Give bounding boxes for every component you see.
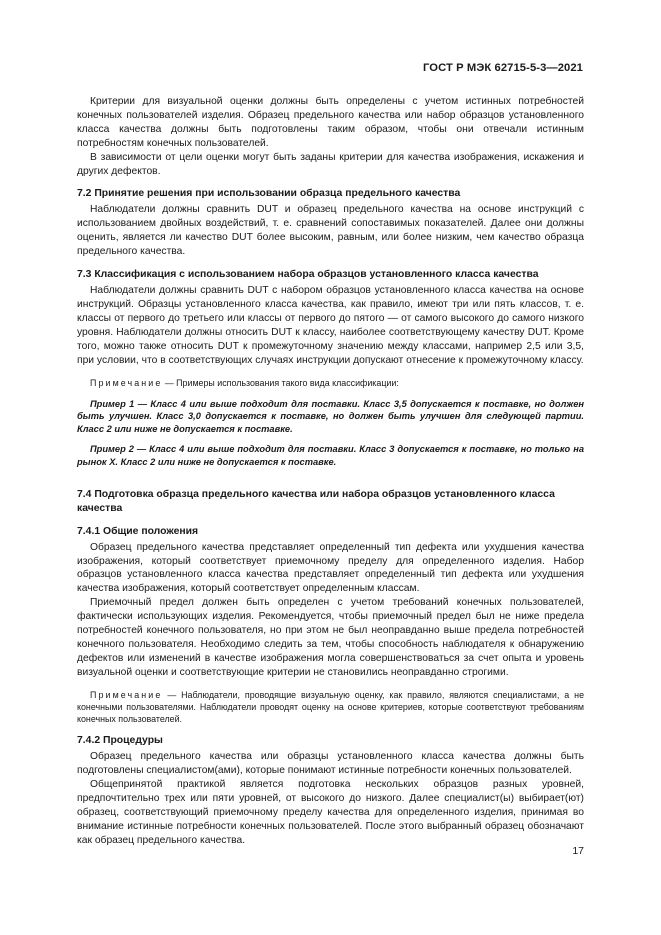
section-7-4-2-paragraph: Общепринятой практикой является подготовка нескольких образцов разных уровней, предпочтительно трех или пяти уровней, от высокого до низкого. Далее специалист(ы) выбирает(ют) образец, соответствующий приемочному пределу качества для определенного изделия, принимая во внимание истинные потребности конечных пользователей. После этого выбранный образец обозначают как образец предельного качества. — [77, 779, 584, 846]
example-1: Пример 1 — Класс 4 или выше подходит для поставки. Класс 3,5 допускается к поставке, но должен быть улучшен. Класс 3,0 допускается к поставке, но должен быть улучшен для следующей партии. Класс 2 или ниже не допускается к поставке. — [77, 398, 584, 434]
note-label: Примечание — [90, 689, 163, 700]
document-header: ГОСТ Р МЭК 62715-5-3—2021 — [422, 62, 583, 74]
section-7-2-paragraph: Наблюдатели должны сравнить DUT и образец предельного качества на основе инструкций с использованием двойных воздействий, т. е. сравнений сопоставимых показателей. Далее они должны оценить, является ли качество DUT более высоким, равным, или более низким, чем качество образца предельного качества. — [77, 204, 584, 258]
section-7-4-1-heading: 7.4.1 Общие положения — [77, 525, 199, 537]
example-2: Пример 2 — Класс 4 или выше подходит для поставки. Класс 3 допускается к поставке, но только на рынок X. Класс 2 или ниже не допускается к поставке. — [77, 444, 584, 468]
section-7-3-heading: 7.3 Классификация с использованием набора образцов установленного класса качества — [77, 269, 539, 281]
section-7-2-heading: 7.2 Принятие решения при использовании образца предельного качества — [77, 188, 461, 200]
intro-paragraph: В зависимости от цели оценки могут быть заданы критерии для качества изображения, искажения и других дефектов. — [77, 151, 584, 177]
note-label: Примечание — [90, 377, 163, 388]
note-text: — Наблюдатели, проводящие визуальную оценку, как правило, являются специалистами, а не конечными пользователями. Наблюдатели проводят оценку на основе критериев, которые соответствуют требованиям конечных пользователей. — [77, 689, 584, 725]
section-7-4-heading: 7.4 Подготовка образца предельного качества или набора образцов установленного класса качества — [77, 488, 555, 514]
section-7-3-note — [77, 377, 584, 389]
page-content — [77, 95, 584, 848]
section-7-4-1-paragraph: Образец предельного качества представляет определенный тип дефекта или ухудшения качества изображения, который соответствует приемочному пределу для определенного изделия. Набор образцов установленного класса качества представляет определенный тип дефекта или ухудшения качества изображения, который соответствует определенным классам. — [77, 541, 584, 595]
section-7-4-2-paragraph: Образец предельного качества или образцы установленного класса качества должны быть подготовлены специалистом(ами), которые понимают истинные потребности конечных пользователей. — [77, 751, 584, 777]
page-number: 17 — [572, 845, 584, 857]
note-text: — Примеры использования такого вида классификации: — [162, 377, 399, 388]
section-7-4-1-note — [77, 689, 584, 726]
intro-paragraph: Критерии для визуальной оценки должны быть определены с учетом истинных потребностей конечных пользователей изделия. Образец предельного качества или набор образцов установленного класса качества должны быть подготовлены таким образом, чтобы они отвечали истинным потребностям конечных пользователей. — [77, 96, 584, 149]
section-7-4-1-paragraph: Приемочный предел должен быть определен с учетом требований конечных пользователей, фактически использующих изделия. Рекомендуется, чтобы приемочный предел был не ниже предела потребностей конечного пользователя, но при этом не был неоправданно выше предела потребностей конечного пользователя. Необходимо следить за тем, чтобы способность наблюдателя к обнаружению дефектов или изменений в качестве изображения могла совершенствоваться за счет опыта и уровень визуальной оценки и соответствующие критерии не становились неоправданно строгими. — [77, 597, 584, 678]
section-7-4-2-heading: 7.4.2 Процедуры — [77, 735, 163, 747]
section-7-3-paragraph: Наблюдатели должны сравнить DUT с набором образцов установленного класса качества на основе инструкций. Образцы установленного класса качества, как правило, имеют три или пять классов, т. е. классы от первого до третьего или классы от первого до пятого — от самого высокого до самого низкого уровня. Наблюдатели должны относить DUT к классу, наиболее соответствующему качеству DUT. Кроме того, можно также относить DUT к промежуточному значению между классами, например 2,5 или 3,5, при условии, что в соответствующих случаях инструкции допускают отнесение к промежуточному классу. — [77, 285, 584, 366]
